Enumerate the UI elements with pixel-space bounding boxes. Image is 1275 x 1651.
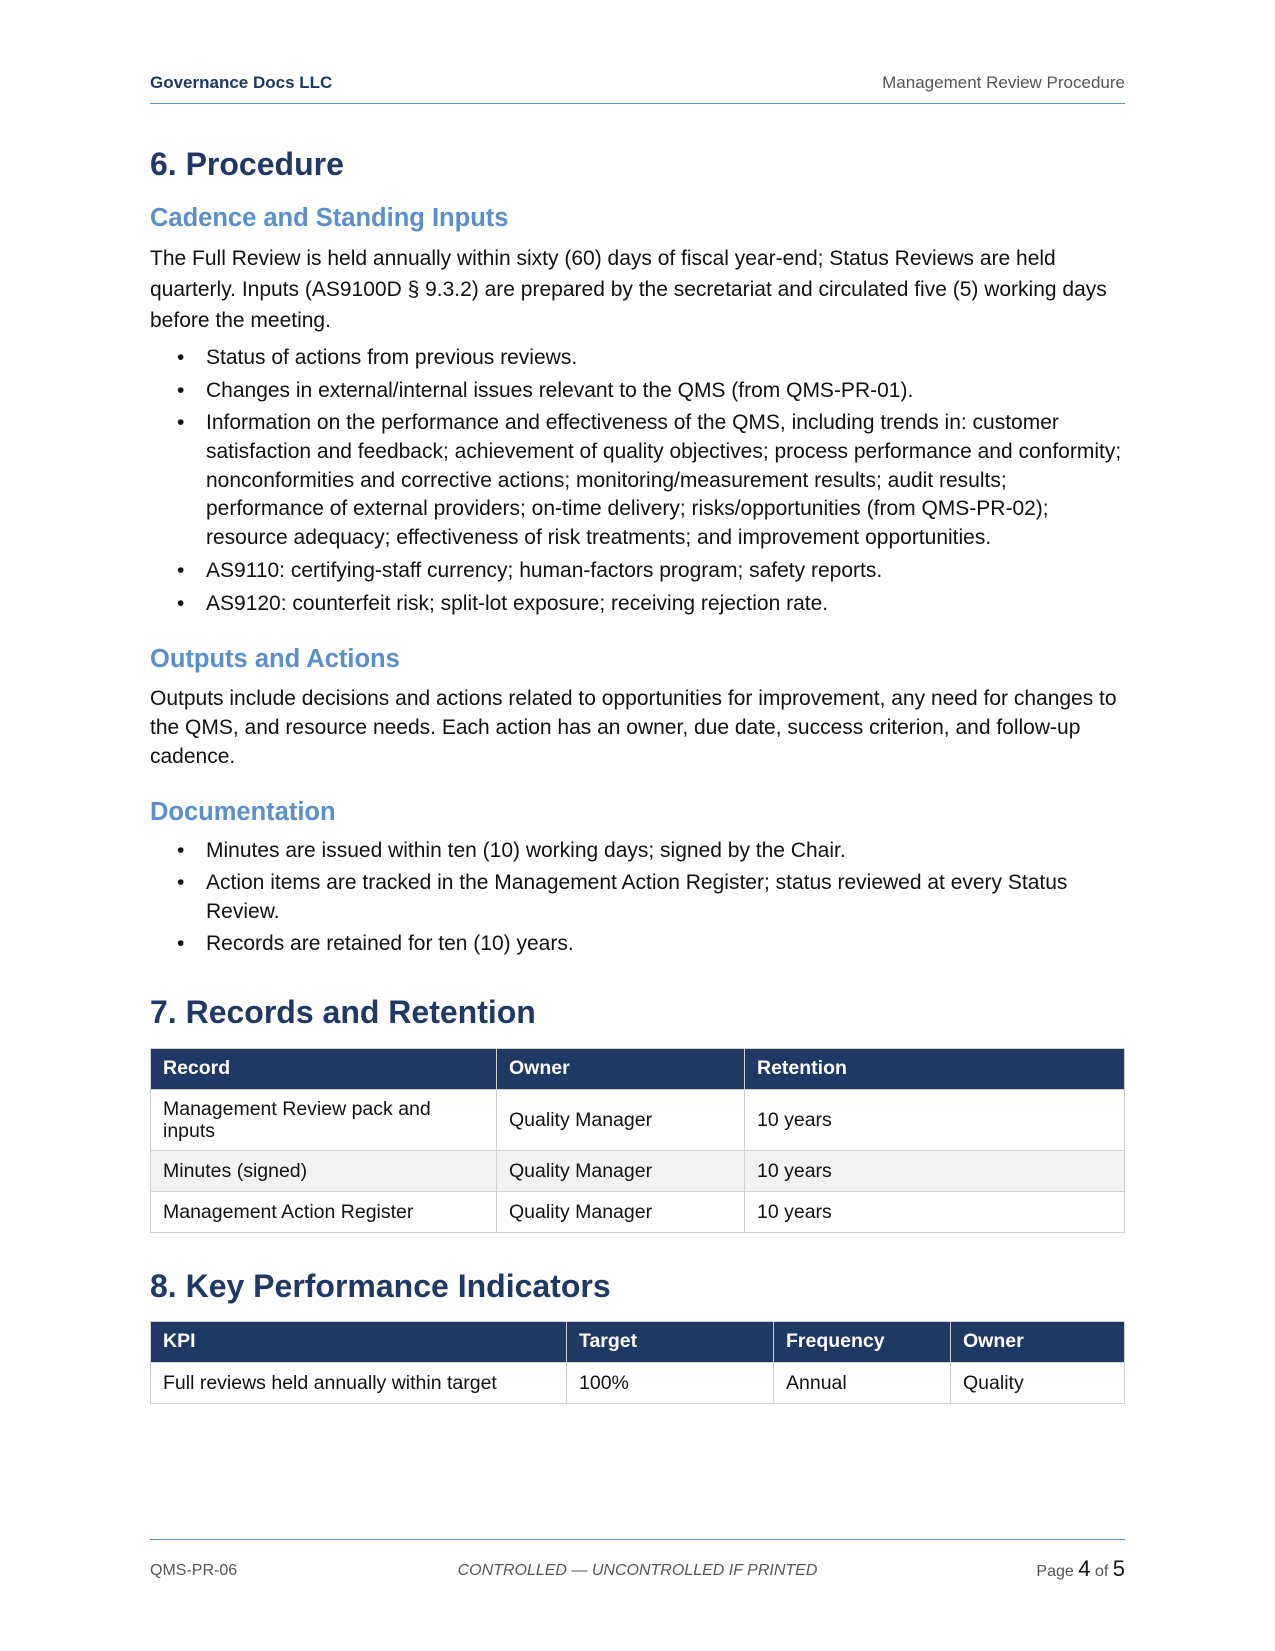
page-footer [150, 1539, 1125, 1580]
document-id: QMS-PR-06 [150, 1562, 238, 1579]
table-cell: Quality Manager [497, 1150, 745, 1191]
page-indicator [1036, 1556, 1125, 1582]
column-header: KPI [151, 1321, 567, 1362]
documentation-list [150, 836, 1125, 959]
table-cell: Management Action Register [151, 1191, 497, 1232]
table-cell: Quality [951, 1362, 1125, 1403]
page-number: 4 [1078, 1556, 1091, 1581]
bullet: • [177, 345, 185, 369]
table-cell: Quality Manager [497, 1191, 745, 1232]
list-item: • Information on the performance and effectiveness of the QMS, including trends in: customer satisfaction and feedback; achievement of quality objectives; process performance and conformity; nonconformities and corrective actions; monitoring/measurement results; audit results; performance of external providers; on-time delivery; risks/opportunities (from QMS-PR-02); resource adequacy; effectiveness of risk treatments; and improvement opportunities. [177, 410, 1122, 550]
list-item: • Changes in external/internal issues relevant to the QMS (from QMS-PR-01). [150, 376, 1125, 406]
subheading-cadence: Cadence and Standing Inputs [150, 204, 509, 233]
bullet: • [177, 871, 185, 895]
table-header-row [151, 1321, 1125, 1362]
table-cell: Management Review pack and inputs [151, 1089, 497, 1150]
page-label: Page [1036, 1563, 1074, 1580]
document-title: Management Review Procedure [882, 73, 1125, 92]
table-header-row [151, 1048, 1125, 1089]
column-header: Owner [951, 1321, 1125, 1362]
bullet: • [177, 378, 185, 402]
kpi-table [150, 1321, 1125, 1404]
table-cell: 10 years [745, 1150, 1125, 1191]
page-content [150, 145, 1125, 1404]
table-row [151, 1089, 1125, 1150]
page-header [150, 73, 1125, 104]
table-row [151, 1150, 1125, 1191]
list-item: • Records are retained for ten (10) years. [150, 929, 1125, 959]
table-cell: 100% [567, 1362, 774, 1403]
list-item: • AS9110: certifying-staff currency; human-factors program; safety reports. [150, 556, 1125, 586]
table-cell: Full reviews held annually within target [151, 1362, 567, 1403]
list-item: • AS9120: counterfeit risk; split-lot exposure; receiving rejection rate. [150, 589, 1125, 619]
bullet: • [177, 410, 185, 434]
company-name: Governance Docs LLC [150, 73, 333, 92]
bullet: • [177, 932, 185, 956]
section-heading-records: 7. Records and Retention [150, 994, 536, 1031]
column-header: Owner [497, 1048, 745, 1089]
cadence-inputs-list [150, 343, 1125, 619]
section-heading-procedure: 6. Procedure [150, 146, 344, 182]
table-cell: Annual [774, 1362, 951, 1403]
table-row [151, 1362, 1125, 1403]
list-item: • Minutes are issued within ten (10) working days; signed by the Chair. [150, 836, 1125, 866]
list-item: • Status of actions from previous reviews. [150, 343, 1125, 373]
table-cell: Minutes (signed) [151, 1150, 497, 1191]
subheading-outputs: Outputs and Actions [150, 644, 400, 673]
column-header: Retention [745, 1048, 1125, 1089]
of-label: of [1094, 1563, 1109, 1580]
records-table [150, 1048, 1125, 1233]
section-heading-kpi: 8. Key Performance Indicators [150, 1267, 611, 1304]
table-cell: 10 years [745, 1089, 1125, 1150]
list-item: • Action items are tracked in the Management Action Register; status reviewed at every Status Review. [177, 871, 1068, 923]
column-header: Frequency [774, 1321, 951, 1362]
bullet: • [177, 591, 185, 615]
page-total: 5 [1112, 1556, 1125, 1581]
bullet: • [177, 839, 185, 863]
cadence-paragraph: The Full Review is held annually within sixty (60) days of fiscal year-end; Status Reviews are held quarterly. Inputs (AS9100D § 9.3.2) are prepared by the secretariat and circulated five (5) working days before the meeting. [150, 246, 1107, 332]
table-cell: Quality Manager [497, 1089, 745, 1150]
column-header: Target [567, 1321, 774, 1362]
subheading-documentation: Documentation [150, 797, 336, 826]
table-cell: 10 years [745, 1191, 1125, 1232]
control-notice: CONTROLLED — UNCONTROLLED IF PRINTED [457, 1562, 818, 1579]
table-row [151, 1191, 1125, 1232]
bullet: • [177, 558, 185, 582]
column-header: Record [151, 1048, 497, 1089]
outputs-paragraph: Outputs include decisions and actions related to opportunities for improvement, any need for changes to the QMS, and resource needs. Each action has an owner, due date, success criterion, and follow-up cadence. [150, 686, 1117, 768]
